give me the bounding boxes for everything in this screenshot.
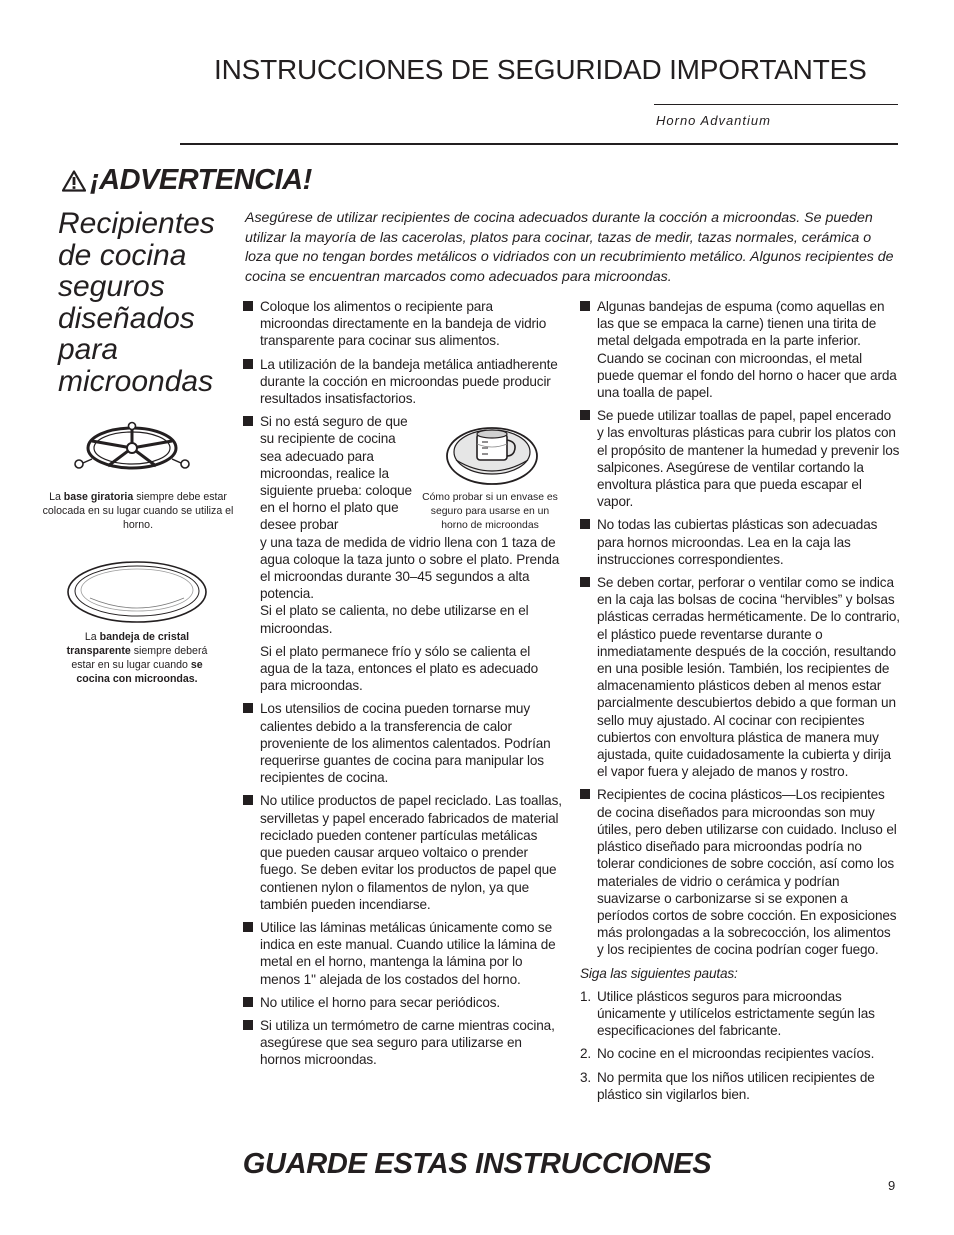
bullet-square-icon — [580, 519, 590, 529]
bullet-square-icon — [243, 922, 253, 932]
right-column — [580, 298, 900, 1109]
bullet-square-icon — [243, 703, 253, 713]
numbered-item — [580, 1045, 900, 1062]
page-number: 9 — [888, 1178, 896, 1193]
tray-caption-pre: La — [84, 631, 100, 643]
turntable-illustration — [72, 421, 192, 473]
list-item — [243, 700, 563, 786]
header-divider-short — [654, 104, 898, 105]
list-item-text: Algunas bandejas de espuma (como aquellas en las que se empaca la carne) tienen una tirita de metal delgada empotrada en la parte inferior. Cuando se cocinan con microondas, el metal puede quemar el fondo del horno o hacer que arda una toalla de papel. — [597, 299, 897, 401]
glass-tray-caption — [60, 630, 214, 686]
glass-tray-illustration — [66, 560, 208, 624]
product-name: Horno Advantium — [656, 113, 771, 128]
list-item-text: Si no está seguro de que su recipiente de cocina sea adecuado para microondas, realice la siguiente prueba: coloque en el horno el plato que desee probar — [260, 414, 412, 533]
bullet-square-icon — [243, 1020, 253, 1030]
tray-caption-bold2: se cocina con microondas. — [76, 659, 203, 685]
warning-triangle-icon — [62, 170, 86, 192]
list-item — [243, 356, 563, 408]
list-item-text-cont: y una taza de medida de vidrio llena con 1 taza de agua coloque la taza junto o sobre el plato. Prenda el microondas durante 30–45 segundos a alta potencia. — [260, 534, 560, 602]
list-item-text: Utilice las láminas metálicas únicamente como se indica en este manual. Cuando utilice la lámina de metal en el horno, mantenga la lámina por lo menos 1" alejada de los costados del horno. — [260, 919, 556, 987]
page-header-title: INSTRUCCIONES DE SEGURIDAD IMPORTANTES — [214, 54, 867, 85]
list-item-text: La utilización de la bandeja metálica antiadherente durante la cocción en microondas puede producir resultados insatisfactorios. — [260, 356, 558, 407]
warning-text: ¡ADVERTENCIA! — [90, 164, 312, 196]
numbered-item-label: 1. — [580, 988, 592, 1004]
guidelines-lead: Siga las siguientes pautas: — [580, 965, 738, 981]
list-item-text: Recipientes de cocina plásticos—Los recipientes de cocina diseñados para microondas son muy útiles, pero deben utilizarse con cuidado. Incluso el plástico diseñado para microondas podría no tolerar condiciones de sobre cocción, así como los materiales de vidrio o cerámica y podrían suavizarse o carbonizarse si se exponen a períodos cortos de sobre cocción. En exposiciones más prolongadas a la sobrecocción, los alimentos y los recipientes de cocina podrían coger fuego. — [597, 787, 897, 958]
list-item — [243, 792, 563, 912]
numbered-item-text: No cocine en el microondas recipientes vacíos. — [597, 1046, 875, 1062]
numbered-item-text: Utilice plásticos seguros para microondas únicamente y utilícelos estrictamente según las especificaciones del fabricante. — [597, 988, 875, 1039]
list-item-text: Si utiliza un termómetro de carne mientras cocina, asegúrese que sea seguro para utilizarse en hornos microondas. — [260, 1017, 555, 1068]
list-item — [243, 994, 563, 1011]
list-item-text: Se puede utilizar toallas de papel, papel encerado y las envolturas plásticas para cubrir los platos con el propósito de mantener la humedad y prevenir los salpicones. Asegúrese de ventilar cortando la envoltura plástica para que pueda escapar el vapor. — [597, 408, 900, 510]
list-item — [580, 574, 900, 780]
intro-paragraph: Asegúrese de utilizar recipientes de cocina adecuados durante la cocción a microondas. Se pueden utilizar la mayoría de las cacerolas, platos para cocinar, tazas de medir, tazas normales, cerámica o loza que no tengan bordes metálicos o vidriados con un recubrimiento metálico. Algunos recipientes de cocina se encuentran marcados como adecuados para microondas. — [245, 210, 894, 285]
list-item-text-cold: Si el plato permanece frío y sólo se calienta el agua de la taza, entonces el plato es adecuado para microondas. — [260, 643, 539, 694]
list-item — [580, 407, 900, 510]
list-item-text: Coloque los alimentos o recipiente para microondas directamente en la bandeja de vidrio transparente para cocinar sus alimentos. — [260, 299, 547, 349]
turntable-caption — [40, 490, 236, 532]
tray-caption-bold: bandeja de cristal transparente — [66, 631, 190, 657]
list-item-text: No utilice productos de papel reciclado. Las toallas, servilletas y papel encerado fabricados de material reciclado pueden contener partículas metálicas que pueden causar arqueo voltaico o prender fuego. Se deben evitar los productos de papel que contienen nylon o filamentos de nylon, ya que también pueden incendiarse. — [260, 793, 562, 912]
bullet-square-icon — [580, 301, 590, 311]
warning-heading — [62, 164, 312, 197]
list-item — [580, 516, 900, 568]
list-item-text: Los utensilios de cocina pueden tornarse muy calientes debido a la transferencia de calor proveniente de los alimentos calentados. Podrían requerirse guantes de cocina para manipular los recipientes de cocina. — [260, 701, 551, 786]
list-item-text-hot: Si el plato se calienta, no debe utilizarse en el microondas. — [260, 603, 529, 636]
bullet-square-icon — [243, 359, 253, 369]
bullet-square-icon — [243, 301, 253, 311]
bullet-square-icon — [580, 577, 590, 587]
list-item — [243, 298, 563, 350]
list-item — [243, 413, 563, 637]
left-column — [243, 298, 563, 1075]
list-item — [580, 786, 900, 958]
turntable-caption-pre: La — [49, 491, 64, 503]
turntable-caption-bold: base giratoria — [63, 491, 134, 503]
bullet-square-icon — [580, 789, 590, 799]
bullet-square-icon — [243, 795, 253, 805]
save-instructions-footer: GUARDE ESTAS INSTRUCCIONES — [242, 1148, 712, 1180]
list-item — [580, 298, 900, 401]
numbered-item — [580, 988, 900, 1040]
header-divider-long — [180, 143, 898, 145]
numbered-item-text: No permita que los niños utilicen recipientes de plástico sin vigilarlos bien. — [597, 1069, 875, 1102]
list-item-text: No todas las cubiertas plásticas son adecuadas para hornos microondas. Lea en la caja las instrucciones correspondientes. — [597, 517, 878, 567]
list-item-text: No utilice el horno para secar periódicos. — [260, 994, 501, 1010]
section-title: Recipientes de cocina seguros diseñados para microondas — [58, 207, 215, 398]
list-item — [243, 919, 563, 988]
bullet-square-icon — [243, 416, 253, 426]
turntable-caption-post: siempre debe estar colocada en su lugar cuando se utiliza el horno. — [42, 491, 234, 531]
numbered-item-label: 3. — [580, 1069, 592, 1085]
list-item — [243, 1017, 563, 1069]
tray-caption-mid: siempre deberá estar en su lugar cuando — [71, 645, 208, 671]
bullet-square-icon — [580, 410, 590, 420]
list-item-text: Se deben cortar, perforar o ventilar como se indica en la caja las bolsas de cocina “hervibles” y bolsas plásticas cerradas herméticamente. De lo contrario, el plástico puede reventarse durante o inmediatamente después de la cocción, resultando en una posible lesión. También, los recipientes de almacenamiento plásticos deben al menos estar parcialmente descubiertos debido a que forman un sello muy ajustado. Al cocinar con recipientes cubiertos con envoltura plástica de manera muy ajustada, quite cuidadosamente la cubierta y dirija el vapor fuera y alejado de manos y rostro. — [597, 575, 900, 780]
bullet-square-icon — [243, 997, 253, 1007]
numbered-item-label: 2. — [580, 1046, 592, 1062]
numbered-item — [580, 1069, 900, 1103]
measuring-cup-caption: Cómo probar si un envase es seguro para usarse en un horno de microondas — [422, 492, 558, 531]
